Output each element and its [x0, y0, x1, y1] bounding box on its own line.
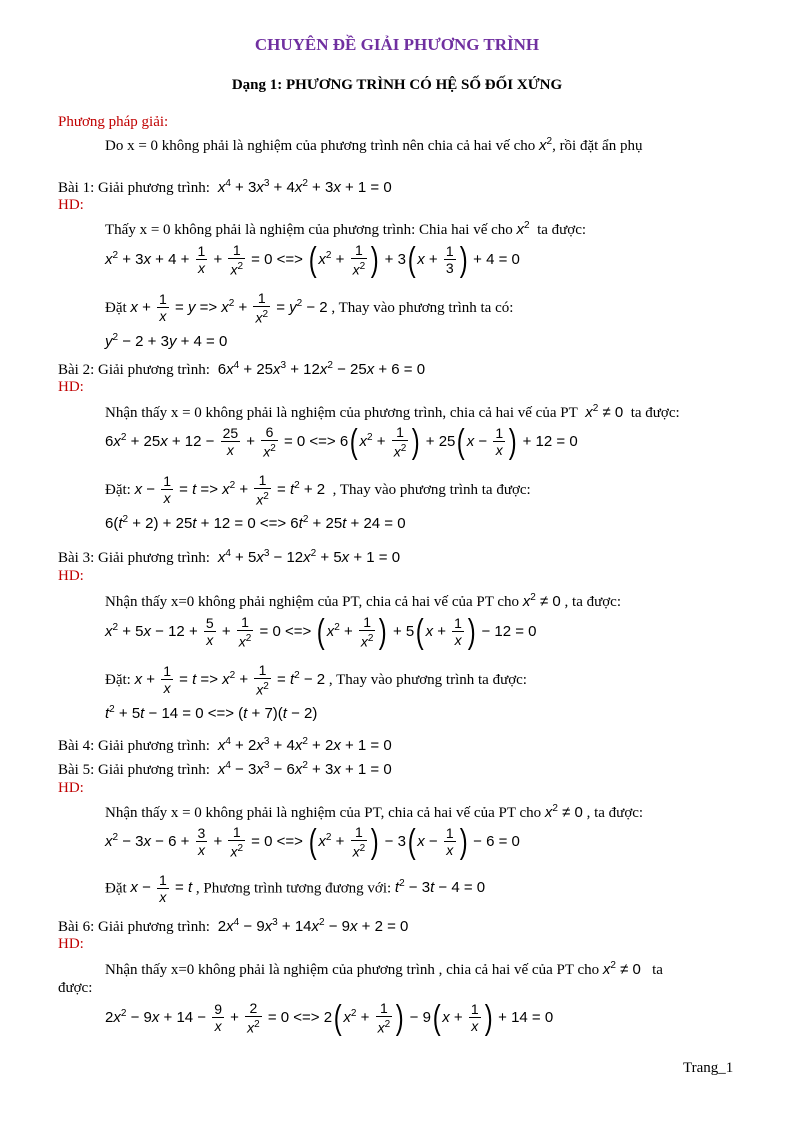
hd-label-6: HD: [58, 936, 84, 952]
problem-2-equation: $6x^4 + 25x^3 + 12x^2 - 25x + 6 = 0$ [213, 360, 426, 378]
problem-6-note: Nhận thấy x=0 không phải là nghiệm của phương trình , chia cả hai vế của PT cho $x^2 \ne 0$ ta [105, 960, 663, 978]
problem-2-result: $6(t^2 + 2) + 25t + 12 = 0$ <=> $6t^2 + 25t + 24 = 0$ [105, 514, 406, 532]
problem-2: Bài 2: Giải phương trình: $6x^4 + 25x^3 + 12x^2 - 25x + 6 = 0$ [58, 360, 426, 378]
problem-3-result: $t^2 + 5t - 14 = 0$ <=> (t + 7)(t − 2) [105, 704, 318, 722]
problem-1-note: Thấy x = 0 không phải là nghiệm của phương trình: Chia hai vế cho $x^2$ ta được: [105, 220, 587, 238]
problem-1-equation: $x^4 + 3x^3 + 4x^2 + 3x + 1 = 0$ [217, 178, 392, 196]
problem-2-note: Nhận thấy x = 0 không phải là nghiệm của phương trình, chia cả hai vế của PT $x^2 \ne 0$ ta được: [105, 403, 680, 421]
page-title: CHUYÊN ĐỀ GIẢI PHƯƠNG TRÌNH [254, 35, 540, 54]
problem-3-equation: $x^4 + 5x^3 - 12x^2 + 5x + 1 = 0$ [217, 548, 401, 566]
problem-1-result: $y^2 - 2 + 3y + 4 = 0$ [105, 332, 228, 350]
problem-6-step: $2x^2 - 9x + 14$ − $\frac{9}{x}$ + $\frac{2}{x^2}$ = 0 <=> 2( $x^2$ + $\frac{1}{x^2}$ ) − 9( x + $\frac{1}{x}$ ) + 14 = 0 [105, 998, 554, 1037]
problem-3-substitution: Đặt: x + $\frac{1}{x}$ = $t => x^2$ + $\frac{1}{x^2}$ = $t^2 - 2$ , Thay vào phương trình ta được: [105, 662, 527, 698]
section-subtitle: Dạng 1: PHƯƠNG TRÌNH CÓ HỆ SỐ ĐỐI XỨNG [231, 77, 563, 93]
problem-5: Bài 5: Giải phương trình: $x^4 - 3x^3 - 6x^2 + 3x + 1 = 0$ [58, 760, 392, 778]
problem-3-note: Nhận thấy x=0 không phải nghiệm của PT, chia cả hai vế của PT cho $x^2 \ne 0$ , ta được: [105, 592, 621, 610]
problem-6: Bài 6: Giải phương trình: $2x^4 - 9x^3 + 14x^2 - 9x + 2 = 0$ [58, 917, 409, 935]
problem-6-note-cont: được: [58, 980, 93, 996]
page-number: Trang_1 [683, 1060, 734, 1076]
hd-label-5: HD: [58, 780, 84, 796]
problem-2-substitution: Đặt: x − $\frac{1}{x}$ = $t => x^2$ + $\frac{1}{x^2}$ = $t^2 + 2$ , Thay vào phương trình ta được: [105, 472, 531, 508]
problem-5-step: $x^2 - 3x - 6$ + $\frac{3}{x}$ + $\frac{1}{x^2}$ = 0 <=> ( $x^2$ + $\frac{1}{x^2}$ ) − 3( x − $\frac{1}{x}$ ) − 6 = 0 [105, 822, 520, 861]
hd-label-1: HD: [58, 197, 84, 213]
problem-4: Bài 4: Giải phương trình: $x^4 + 2x^3 + 4x^2 + 2x + 1 = 0$ [58, 736, 392, 754]
method-text: Do x = 0 không phải là nghiệm của phương trình nên chia cả hai vế cho $x^2$, rồi đặt ẩn phụ [105, 136, 643, 154]
problem-6-equation: $2x^4 - 9x^3 + 14x^2 - 9x + 2 = 0$ [213, 917, 409, 935]
hd-label-2: HD: [58, 379, 84, 395]
problem-1-step: $x^2 + 3x + 4$ + $\frac{1}{x}$ + $\frac{1}{x^2}$ = 0 <=> ( $x^2$ + $\frac{1}{x^2}$ ) + 3( x + $\frac{1}{3}$ ) + 4 = 0 [105, 240, 520, 279]
problem-5-substitution: Đặt x − $\frac{1}{x}$ = t , Phương trình tương đương với: $t^2 - 3t - 4 = 0$ [105, 872, 486, 905]
problem-4-equation: $x^4 + 2x^3 + 4x^2 + 2x + 1 = 0$ [217, 736, 392, 754]
method-label: Phương pháp giải: [58, 114, 169, 130]
problem-3-step: $x^2 + 5x - 12$ + $\frac{5}{x}$ + $\frac{1}{x^2}$ = 0 <=> ( $x^2$ + $\frac{1}{x^2}$ ) + 5( x + $\frac{1}{x}$ ) − 12 = 0 [105, 612, 537, 651]
problem-3: Bài 3: Giải phương trình: $x^4 + 5x^3 - 12x^2 + 5x + 1 = 0$ [58, 548, 401, 566]
problem-5-equation: $x^4 - 3x^3 - 6x^2 + 3x + 1 = 0$ [217, 760, 392, 778]
problem-5-note: Nhận thấy x = 0 không phải là nghiệm của PT, chia cả hai vế của PT cho $x^2 \ne 0$ , ta được: [105, 803, 644, 821]
problem-2-step: $6x^2 + 25x + 12$ − $\frac{25}{x}$ + $\frac{6}{x^2}$ = 0 <=> 6( $x^2$ + $\frac{1}{x^2}$ ) + 25( x − $\frac{1}{x}$ ) + 12 = 0 [105, 422, 578, 461]
hd-label-3: HD: [58, 568, 84, 584]
problem-1-substitution: Đặt x + $\frac{1}{x}$ = $y => x^2$ + $\frac{1}{x^2}$ = $y^2 - 2$ , Thay vào phương trình ta có: [105, 290, 514, 326]
problem-1: Bài 1: Giải phương trình: $x^4 + 3x^3 + 4x^2 + 3x + 1 = 0$ [58, 178, 392, 196]
